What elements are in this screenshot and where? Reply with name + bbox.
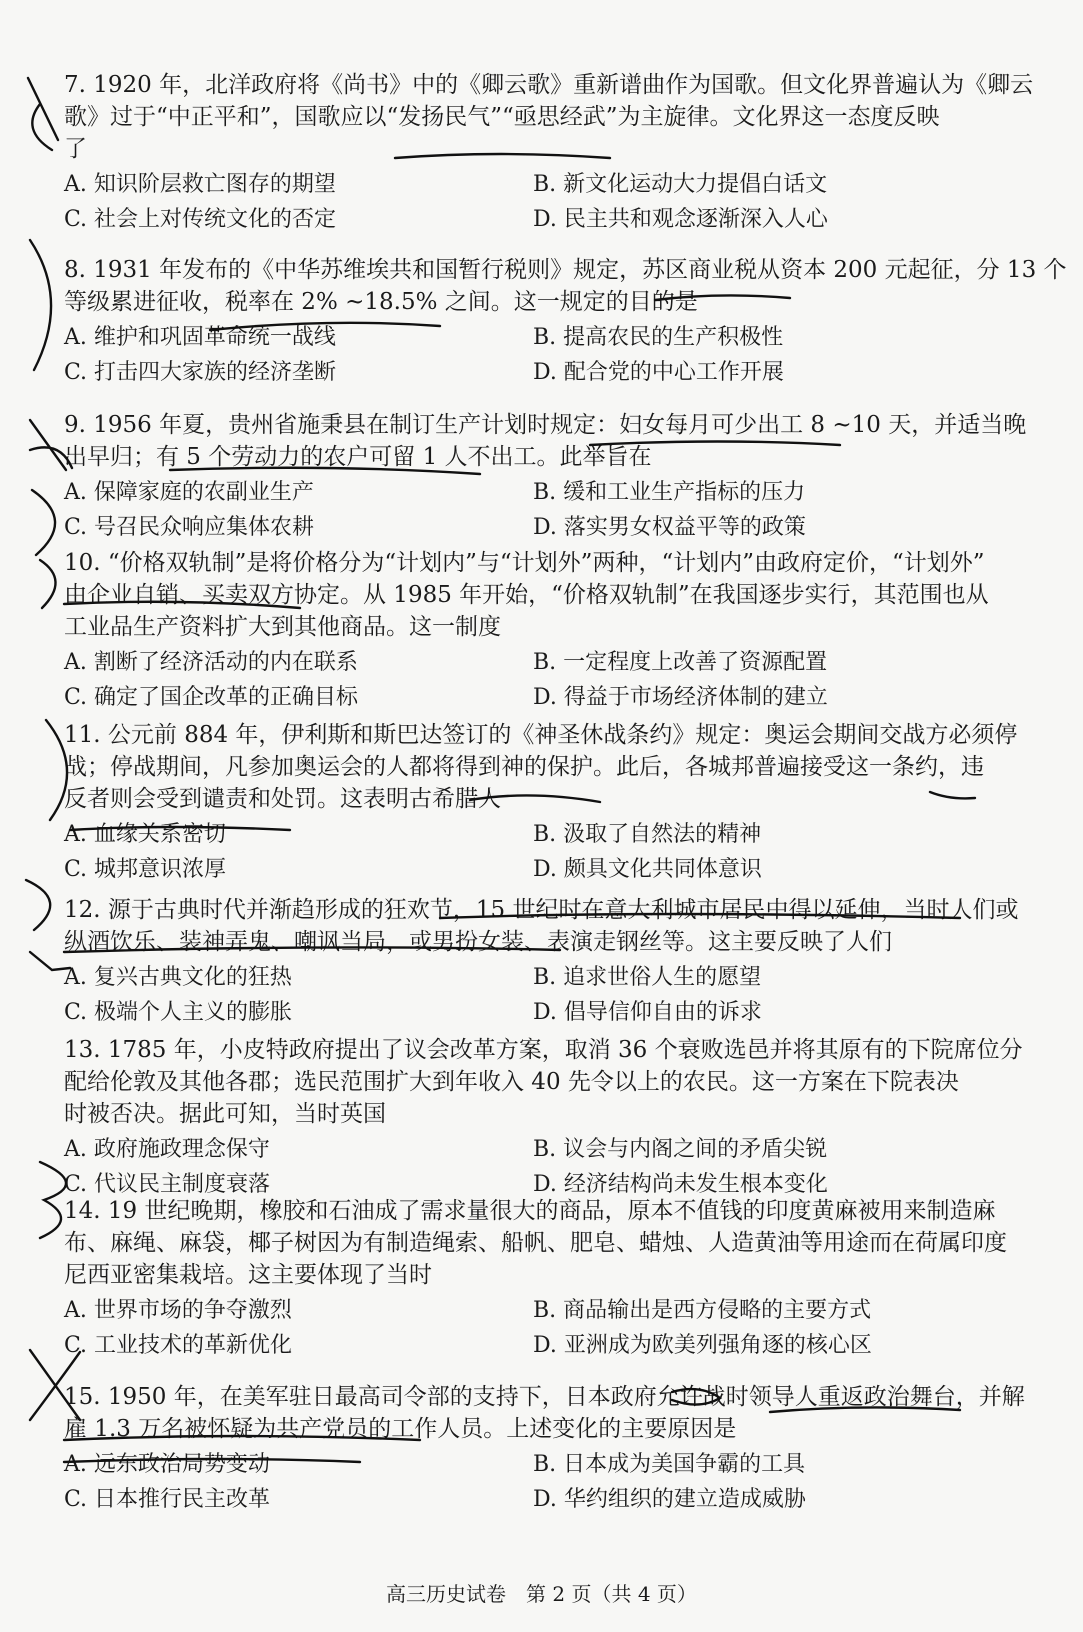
question-13-text-line: 配给伦敦及其他各郡；选民范围扩大到年收入 40 先令以上的农民。这一方案在下院表决 <box>64 1069 959 1095</box>
question-12-text-line: 12. 源于古典时代并渐趋形成的狂欢节，15 世纪时在意大利城市居民中得以延伸，当时人们或 <box>64 897 1019 923</box>
question-10-text-line: 由企业自销、买卖双方协定。从 1985 年开始，“价格双轨制”在我国逐步实行，其范围也从 <box>64 582 989 608</box>
question-14-text-line: 14. 19 世纪晚期，橡胶和石油成了需求量很大的商品，原本不值钱的印度黄麻被用来制造麻 <box>64 1198 996 1224</box>
question-12-option-c: C. 极端个人主义的膨胀 <box>64 1000 293 1025</box>
page-footer: 高三历史试卷 第 2 页（共 4 页） <box>386 1582 697 1606</box>
question-7-option-b: B. 新文化运动大力提倡白话文 <box>533 172 828 197</box>
question-9-option-c: C. 号召民众响应集体农耕 <box>64 515 315 540</box>
question-15-option-d: D. 华约组织的建立造成威胁 <box>533 1487 806 1512</box>
question-7-text-line: 歌》过于“中正平和”，国歌应以“发扬民气”“亟思经武”为主旋律。文化界这一态度反映 <box>64 104 940 130</box>
question-11-text-line: 战；停战期间，凡参加奥运会的人都将得到神的保护。此后，各城邦普遍接受这一条约，违 <box>64 754 984 780</box>
question-14-option-c: C. 工业技术的革新优化 <box>64 1333 293 1358</box>
question-9-text-line: 9. 1956 年夏，贵州省施秉县在制订生产计划时规定：妇女每月可少出工 8 ~10 天，并适当晚 <box>64 412 1027 438</box>
question-9-option-d: D. 落实男女权益平等的政策 <box>533 515 806 540</box>
question-13-option-b: B. 议会与内阁之间的矛盾尖锐 <box>533 1137 828 1162</box>
question-8-option-b: B. 提高农民的生产积极性 <box>533 325 784 350</box>
question-9-option-a: A. 保障家庭的农副业生产 <box>64 480 314 505</box>
question-11-option-a: A. 血缘关系密切 <box>64 822 226 847</box>
question-9-text-line: 出早归；有 5 个劳动力的农户可留 1 人不出工。此举旨在 <box>64 444 652 470</box>
question-10-option-b: B. 一定程度上改善了资源配置 <box>533 650 828 675</box>
question-15-option-c: C. 日本推行民主改革 <box>64 1487 271 1512</box>
question-8-option-c: C. 打击四大家族的经济垄断 <box>64 360 337 385</box>
question-14-option-d: D. 亚洲成为欧美列强角逐的核心区 <box>533 1333 872 1358</box>
question-11-option-b: B. 汲取了自然法的精神 <box>533 822 762 847</box>
question-8-option-a: A. 维护和巩固革命统一战线 <box>64 325 336 350</box>
question-9-option-b: B. 缓和工业生产指标的压力 <box>533 480 806 505</box>
question-8-text-line: 等级累进征收，税率在 2% ~18.5% 之间。这一规定的目的是 <box>64 289 698 315</box>
question-14-text-line: 尼西亚密集栽培。这主要体现了当时 <box>64 1262 432 1288</box>
question-11-option-d: D. 颇具文化共同体意识 <box>533 857 762 882</box>
question-10-text-line: 工业品生产资料扩大到其他商品。这一制度 <box>64 614 501 640</box>
question-14-option-b: B. 商品输出是西方侵略的主要方式 <box>533 1298 872 1323</box>
question-12-option-b: B. 追求世俗人生的愿望 <box>533 965 762 990</box>
question-13-option-a: A. 政府施政理念保守 <box>64 1137 270 1162</box>
question-10-option-a: A. 割断了经济活动的内在联系 <box>64 650 358 675</box>
question-10-option-d: D. 得益于市场经济体制的建立 <box>533 685 828 710</box>
question-11-text-line: 11. 公元前 884 年，伊利斯和斯巴达签订的《神圣休战条约》规定：奥运会期间交战方必须停 <box>64 722 1018 748</box>
question-12-text-line: 纵酒饮乐、装神弄鬼、嘲讽当局，或男扮女装、表演走钢丝等。这主要反映了人们 <box>64 929 892 955</box>
question-10-option-c: C. 确定了国企改革的正确目标 <box>64 685 359 710</box>
question-10-text-line: 10. “价格双轨制”是将价格分为“计划内”与“计划外”两种，“计划内”由政府定价，“计划外” <box>64 550 985 576</box>
question-15-text-line: 15. 1950 年，在美军驻日最高司令部的支持下，日本政府允许战时领导人重返政治舞台，并解 <box>64 1384 1025 1410</box>
question-8-option-d: D. 配合党的中心工作开展 <box>533 360 784 385</box>
question-12-option-d: D. 倡导信仰自由的诉求 <box>533 1000 762 1025</box>
question-15-option-a: A. 远东政治局势变动 <box>64 1452 270 1477</box>
question-12-option-a: A. 复兴古典文化的狂热 <box>64 965 292 990</box>
question-7-option-a: A. 知识阶层救亡图存的期望 <box>64 172 336 197</box>
question-15-text-line: 雇 1.3 万名被怀疑为共产党员的工作人员。上述变化的主要原因是 <box>64 1416 737 1442</box>
question-11-option-c: C. 城邦意识浓厚 <box>64 857 227 882</box>
question-15-option-b: B. 日本成为美国争霸的工具 <box>533 1452 806 1477</box>
question-7-text-line: 了 <box>64 136 87 162</box>
question-8-text-line: 8. 1931 年发布的《中华苏维埃共和国暂行税则》规定，苏区商业税从资本 200 元起征，分 13 个 <box>64 257 1067 283</box>
question-7-text-line: 7. 1920 年，北洋政府将《尚书》中的《卿云歌》重新谱曲作为国歌。但文化界普遍认为《卿云 <box>64 72 1034 98</box>
question-13-text-line: 13. 1785 年，小皮特政府提出了议会改革方案，取消 36 个衰败选邑并将其原有的下院席位分 <box>64 1037 1023 1063</box>
question-7-option-d: D. 民主共和观念逐渐深入人心 <box>533 207 828 232</box>
question-13-option-d: D. 经济结构尚未发生根本变化 <box>533 1172 828 1197</box>
question-14-option-a: A. 世界市场的争夺激烈 <box>64 1298 292 1323</box>
question-13-option-c: C. 代议民主制度衰落 <box>64 1172 271 1197</box>
question-11-text-line: 反者则会受到谴责和处罚。这表明古希腊人 <box>64 786 501 812</box>
question-7-option-c: C. 社会上对传统文化的否定 <box>64 207 337 232</box>
question-14-text-line: 布、麻绳、麻袋，椰子树因为有制造绳索、船帆、肥皂、蜡烛、人造黄油等用途而在荷属印度 <box>64 1230 1007 1256</box>
question-13-text-line: 时被否决。据此可知，当时英国 <box>64 1101 386 1127</box>
